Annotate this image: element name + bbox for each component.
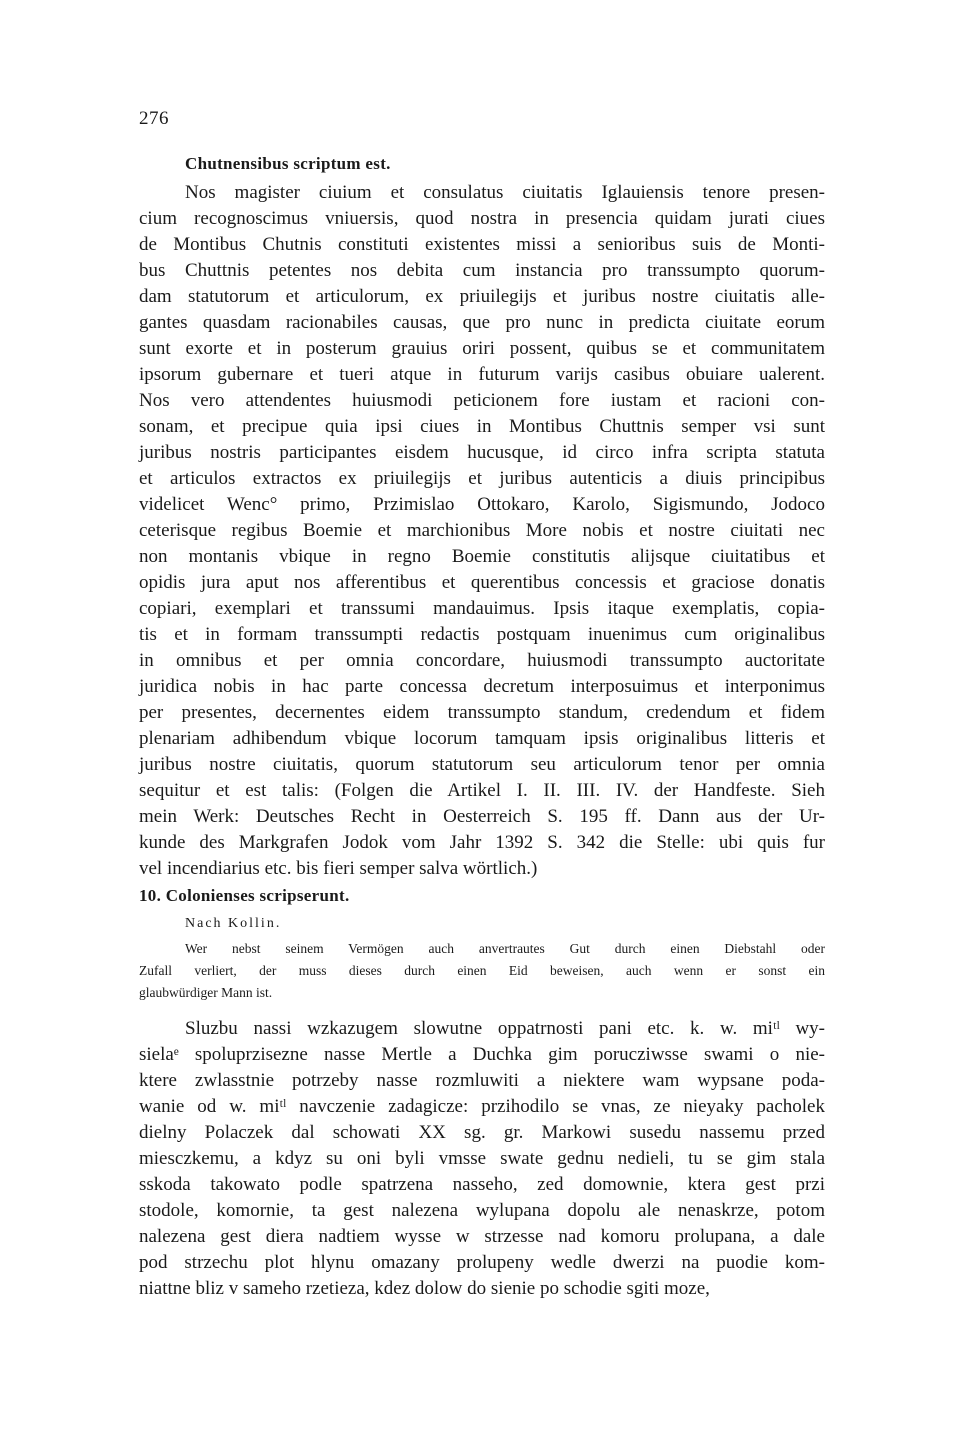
section-heading: 10. Colonienses scripserunt. [139, 886, 350, 905]
text-line: juribus nostris participantes eisdem hucusque, id circo infra scripta statuta [139, 442, 825, 463]
text-line: bus Chuttnis petentes nos debita cum instancia pro transsumpto quorum- [139, 260, 825, 281]
page-number: 276 [139, 108, 169, 129]
section-subheading: Nach Kollin. [185, 916, 282, 931]
text-line: sunt exorte et in posterum grauius oriri possent, quibus se et communitatem [139, 338, 825, 359]
section-heading: Chutnensibus scriptum est. [185, 154, 391, 173]
text-line: wanie od w. miᵗˡ navczenie zadagicze: przihodilo se vnas, ze nieyaky pacholek [139, 1096, 825, 1117]
text-line: stodole, komornie, ta gest nalezena wylupana dopolu ale nenaskrze, potom [139, 1200, 825, 1221]
text-line: Nos vero attendentes huiusmodi peticionem fore iustam et racioni con- [139, 390, 825, 411]
text-line: sonam, et precipue quia ipsi ciues in Montibus Chuttnis semper vsi sunt [139, 416, 825, 437]
text-line: niattne bliz v sameho rzetieza, kdez dolow do sienie po schodie sgiti moze, [139, 1278, 710, 1299]
text-line: ktere zwlasstnie potrzeby nasse rozmluwiti a niektere wam wypsane poda- [139, 1070, 825, 1091]
text-line: Sluzbu nassi wzkazugem slowutne oppatrnosti pani etc. k. w. miᵗˡ wy- [185, 1018, 825, 1039]
text-line: juridica nobis in hac parte concessa decretum interposuimus et interponimus [139, 676, 825, 697]
text-line: glaubwürdiger Mann ist. [139, 985, 273, 1000]
text-line: Nos magister ciuium et consulatus ciuitatis Iglauiensis tenore presen- [185, 182, 825, 203]
text-line: pod strzechu plot hlynu omazany prolupeny wedle dwerzi na puodie kom- [139, 1252, 825, 1273]
text-line: kunde des Markgrafen Jodok vom Jahr 1392 S. 342 die Stelle: ubi quis fur [139, 832, 825, 853]
text-line: videlicet Wenc° primo, Przimislao Ottokaro, Karolo, Sigismundo, Jodoco [139, 494, 825, 515]
text-line: juribus nostre ciuitatis, quorum statutorum seu articulorum tenor per omnia [139, 754, 825, 775]
text-line: gantes quasdam racionabiles causas, que pro nunc in predicta ciuitate eorum [139, 312, 825, 333]
text-line: sskoda takowato podle spatrzena nasseho, zed domownie, ktera gest przi [139, 1174, 825, 1195]
text-line: dielny Polaczek dal schowati XX sg. gr. Markowi susedu nassemu przed [139, 1122, 825, 1143]
text-line: de Montibus Chutnis constituti existentes missi a senioribus suis de Monti- [139, 234, 825, 255]
text-line: sielaᵉ spoluprzisezne nasse Mertle a Duchka gim porucziwsse swami o nie- [139, 1044, 825, 1065]
text-line: Wer nebst seinem Vermögen auch anvertrautes Gut durch einen Diebstahl oder [185, 941, 825, 956]
text-line: sequitur et est talis: (Folgen die Artikel I. II. III. IV. der Handfeste. Sieh [139, 780, 825, 801]
text-line: in omnibus et per omnia concordare, huiusmodi transsumpto auctoritate [139, 650, 825, 671]
text-line: plenariam adhibendum vbique locorum tamquam ipsis originalibus litteris et [139, 728, 825, 749]
text-line: non montanis vbique in regno Boemie constitutis alijsque ciuitatibus et [139, 546, 825, 567]
text-line: cium recognoscimus vniuersis, quod nostra in presencia quidam jurati ciues [139, 208, 825, 229]
text-line: miesczkemu, a kdyz su oni byli vmsse swate gednu nedieli, tu se gim stala [139, 1148, 825, 1169]
text-line: nalezena gest diera nadtiem wysse w strzesse nad komoru prolupana, a dale [139, 1226, 825, 1247]
text-line: ipsorum gubernare et tueri atque in futurum varijs casibus obuiare ualerent. [139, 364, 825, 385]
text-line: tis et in formam transsumpti redactis postquam inuenimus cum originalibus [139, 624, 825, 645]
text-line: copiari, exemplari et transsumi mandauimus. Ipsis itaque exemplatis, copia- [139, 598, 825, 619]
text-line: vel incendiarius etc. bis fieri semper salva wörtlich.) [139, 858, 538, 879]
text-line: et articulos extractos ex priuilegijs et juribus autenticis a diuis principibus [139, 468, 825, 489]
text-line: Zufall verliert, der muss dieses durch einen Eid beweisen, auch wenn er sonst ein [139, 963, 825, 978]
text-line: dam statutorum et articulorum, ex priuilegijs et juribus nostre ciuitatis alle- [139, 286, 825, 307]
text-line: mein Werk: Deutsches Recht in Oesterreich S. 195 ff. Dann aus der Ur- [139, 806, 825, 827]
text-line: ceterisque regibus Boemie et marchionibus More nobis et nostre ciuitati nec [139, 520, 825, 541]
text-line: per presentes, decernentes eidem transsumpto standum, credendum et fidem [139, 702, 825, 723]
text-line: opidis jura aput nos afferentibus et querentibus concessis et graciose donatis [139, 572, 825, 593]
